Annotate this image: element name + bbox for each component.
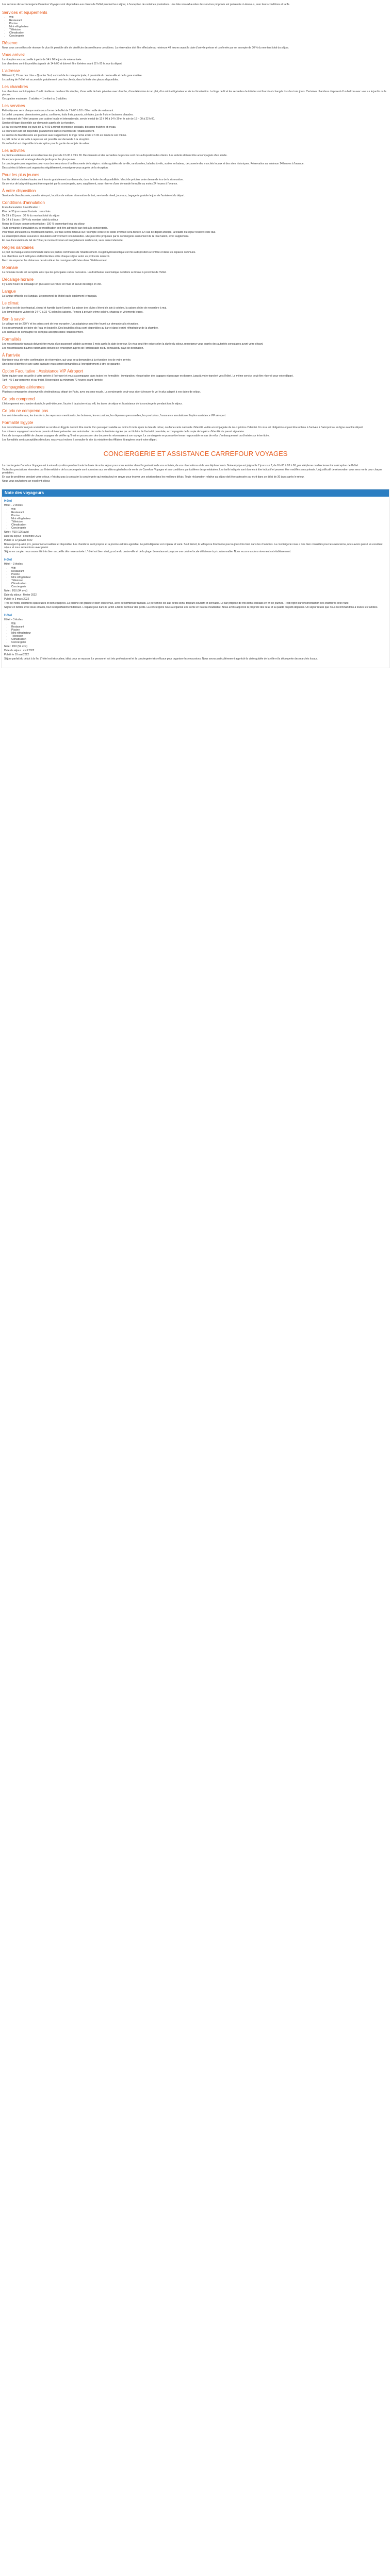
section-title: Les activités (2, 148, 25, 153)
section-title: À l'arrivée (2, 353, 21, 358)
info-section (2, 317, 389, 334)
conditions-paragraph: En cas de problème pendant votre séjour, n'hésitez pas à contacter la conciergerie qui mettra tout en œuvre pour trouver une solution dans les meilleurs délais. Toute réclamation relative au séjour doit être adressée par écrit dans un délai de 30 jours après le retour. (2, 476, 305, 479)
section-paragraph: Merci de respecter les distances de sécurité et les consignes affichées dans l'établissement. (2, 259, 108, 262)
review-paragraph: Publié le 10 mai 2022 (4, 653, 29, 656)
amenity-item: • Mini réfrigérateur (11, 517, 387, 520)
hotel-title: Hôtel (4, 500, 12, 503)
section-paragraph: Le parking de l'hôtel est accessible gratuitement pour les clients, dans la limite des places disponibles. (2, 78, 119, 81)
info-section (2, 10, 389, 38)
section-paragraph: Toute demande d'annulation ou de modification doit être adressée par écrit à la conciergerie. (2, 227, 108, 230)
info-section (2, 84, 389, 100)
section-paragraph: Pour toute annulation ou modification tardive, les frais seront retenus sur l'acompte versé et le solde éventuel sera facturé. En cas de départ anticipé, la totalité du séjour réservé reste due. (2, 231, 216, 234)
section-paragraph: Les chambres sont équipées d'un lit double ou de deux lits simples, d'une salle de bain privative avec douche, d'une télévision écran plat, d'un mini réfrigérateur et de la climatisation. Le linge de lit et les serviettes de toilette sont fournis et changés tous les trois jours. Certaines chambres disposent d'un balcon avec vue sur le jardin ou la piscine. (2, 90, 386, 96)
info-section (2, 53, 389, 65)
section-paragraph: Une pièce d'identité et une carte bancaire vous seront demandées à l'enregistrement à titre de garantie. (2, 363, 121, 366)
section-title: Pour les plus jeunes (2, 173, 40, 177)
info-section (2, 420, 389, 442)
section-paragraph: Service d'étage disponible sur demande auprès de la réception. (2, 122, 75, 125)
section-paragraph: La connexion wifi est disponible gratuitement dans l'ensemble de l'établissement. (2, 130, 95, 133)
list-item: • Climatisation (9, 31, 389, 35)
info-section (2, 189, 389, 197)
notes-body (2, 497, 389, 668)
section-paragraph: Le service de blanchisserie est proposé avec supplément, le linge remis avant 9 h 00 est rendu le soir même. (2, 134, 127, 137)
amenity-item: • Conciergerie (11, 641, 387, 644)
list-item: • Mini réfrigérateur (9, 25, 389, 28)
review-paragraph: Séjour en couple, nous avons été très bien accueillis dès notre arrivée. L'hôtel est bien situé, proche du centre-ville et de la plage. Le restaurant propose une cuisine locale délicieuse à prix raisonnable. Nous recommandons vivement cet établissement. (4, 550, 291, 553)
intro-text: Les services de la conciergerie Carrefour Voyages sont disponibles aux clients de l'hôtel pendant leur séjour, à l'exception de certaines prestations. Une liste non exhaustive des services proposés est présentée ci-dessous, avec leurs conditions et tarifs. (2, 3, 290, 6)
info-section (2, 104, 389, 145)
section-paragraph: Notre équipe vous accueille à votre arrivée à l'aéroport et vous accompagne dans toutes les formalités : immigration, récupération des bagages et passage en douane, jusqu'à votre transfert vers l'hôtel. Le même service peut être réservé pour votre départ. (2, 375, 294, 378)
info-section (2, 289, 389, 298)
section-paragraph: Nous vous conseillons de réserver le plus tôt possible afin de bénéficier des meilleures conditions. La réservation doit être effectuée au minimum 48 heures avant la date d'arrivée prévue et confirmée par un acompte de 30 % du montant total du séjour. (2, 46, 289, 49)
section-title: Monnaie (2, 265, 18, 270)
section-paragraph: De 14 à 8 jours : 50 % du montant total du séjour (2, 218, 58, 222)
amenity-item: • Piscine (11, 629, 387, 632)
amenity-item: • Wifi (11, 622, 387, 625)
section-paragraph: Les températures varient de 24 °C à 32 °C selon les saisons. Pensez à prévoir crème solaire, chapeau et vêtements légers. (2, 311, 143, 314)
section-paragraph: La souscription d'une assurance annulation est vivement recommandée. Elle peut être proposée par la conciergerie au moment de la réservation, avec supplément. (2, 235, 189, 238)
amenity-item: • Conciergerie (11, 585, 387, 588)
info-section (2, 265, 389, 274)
info-section (2, 41, 389, 49)
amenity-item: • Télévision (11, 579, 387, 582)
section-paragraph: La langue officielle est l'anglais. Le personnel de l'hôtel parle également le français. (2, 295, 97, 298)
section-paragraph: Les animaux de compagnie ne sont pas acceptés dans l'établissement. (2, 331, 84, 334)
section-paragraph: Il est recommandé de boire de l'eau en bouteille. Des bouteilles d'eau sont disponibles au bar et dans le mini réfrigérateur de la chambre. (2, 327, 159, 330)
list-item: • Conciergerie (9, 35, 389, 38)
notes-header: Note des voyageurs (2, 489, 389, 497)
amenity-item: • Restaurant (11, 625, 387, 629)
conditions-paragraph: Toutes les prestations réservées par l'intermédiaire de la conciergerie sont soumises aux conditions générales de vente de Carrefour Voyages et aux conditions particulières des prestataires. Les tarifs indiqués sont donnés à titre indicatif et peuvent être modifiés sans préavis. Un justificatif de réservation vous sera remis pour chaque prestation. (2, 468, 382, 474)
amenity-item: • Piscine (11, 514, 387, 517)
list-item: • Restaurant (9, 19, 389, 22)
travellers-notes (2, 489, 389, 668)
section-paragraph: Le bar est ouvert tous les jours de 17 h 00 à minuit et propose cocktails, boissons fraîches et encas. (2, 126, 117, 129)
review-paragraph: Note : 9/10 (52 avis) (4, 645, 28, 648)
section-paragraph: La piscine extérieure est accessible tous les jours de 9 h 00 à 19 h 00. Des transats et des serviettes de piscine sont mis à disposition des clients. Les enfants doivent être accompagnés d'un adulte. (2, 154, 227, 157)
section-paragraph: Plus de 30 jours avant l'arrivée : sans frais (2, 210, 51, 213)
info-section (2, 385, 389, 394)
conditions-paragraph: Nous vous souhaitons un excellent séjour. (2, 480, 51, 483)
info-section (2, 173, 389, 185)
section-title: Le climat (2, 301, 19, 306)
section-paragraph: En cas d'annulation du fait de l'hôtel, le montant versé est intégralement remboursé, sans autre indemnité. (2, 239, 124, 242)
section-paragraph: Le buffet comprend viennoiseries, pains, confitures, fruits frais, yaourts, céréales, jus de fruits et boissons chaudes. (2, 113, 134, 116)
hotel-location: Hôtel – 3 étoiles (4, 563, 23, 566)
section-title: Services et équipements (2, 10, 47, 15)
section-title: Bon à savoir (2, 317, 25, 321)
conditions-paragraph: La conciergerie Carrefour Voyages est à votre disposition pendant toute la durée de votre séjour pour vous assister dans l'organisation de vos activités, de vos réservations et de vos déplacements. Notre équipe est joignable 7 jours sur 7, de 8 h 00 à 20 h 00, par téléphone ou directement à la réception de l'hôtel. (2, 464, 359, 467)
section-paragraph: Un coffre-fort est disponible à la réception pour la garde des objets de valeur. (2, 142, 90, 145)
section-paragraph: Tarif : 45 € par personne et par trajet. Réservation au minimum 72 heures avant l'arrivée. (2, 379, 104, 382)
section-paragraph: Bâtiment 2, 15 rue des Lilas – Quartier Sud, au bord de la route principale, à proximité du centre-ville et de la gare routière. (2, 74, 143, 77)
section-paragraph: L'hébergement en chambre double, le petit-déjeuner, l'accès à la piscine et au wifi, les taxes de séjour et l'assistance de la conciergerie pendant tout le séjour. (2, 402, 183, 405)
hotel-review (4, 500, 387, 553)
amenity-item: • Restaurant (11, 511, 387, 514)
section-title: Formalités (2, 337, 22, 342)
section-paragraph: Le prêt de fer et de table à repasser est possible sur demande à la réception. (2, 138, 90, 141)
section-title: Les services (2, 104, 25, 108)
section-paragraph: Il y a une heure de décalage en plus avec la France en hiver et aucun décalage en été. (2, 283, 102, 286)
section-paragraph: Des soirées à thème sont organisées régulièrement, renseignez-vous auprès de la réception. (2, 166, 109, 170)
hotel-amenities (11, 622, 387, 644)
section-title: Compagnies aériennes (2, 385, 45, 389)
section-paragraph: Le restaurant de l'hôtel propose une cuisine locale et internationale, servie le midi de 12 h 00 à 14 h 30 et le soir de 19 h 00 à 22 h 00. (2, 117, 155, 121)
review-paragraph: Note : 7/10 (126 avis) (4, 531, 29, 534)
amenity-item: • Piscine (11, 573, 387, 576)
hotel-review (4, 614, 387, 660)
hotel-amenities (11, 567, 387, 588)
section-paragraph: Les ressortissants d'autres nationalités doivent se renseigner auprès de l'ambassade ou du consulat du pays de destination. (2, 347, 144, 350)
list-item: • Piscine (9, 22, 389, 25)
amenity-item: • Climatisation (11, 638, 387, 641)
info-section (2, 369, 389, 382)
info-sections (0, 10, 391, 442)
section-title: Langue (2, 289, 16, 294)
review-paragraph: Date du séjour : décembre 2021 (4, 535, 41, 538)
info-section (2, 245, 389, 262)
section-paragraph: Un espace jeux est aménagé dans le jardin pour les plus jeunes. (2, 158, 76, 161)
info-section (2, 337, 389, 350)
amenity-item: • Conciergerie (11, 527, 387, 530)
section-title: Les chambres (2, 84, 28, 89)
section-paragraph: Occupation maximale : 2 adultes + 1 enfant ou 3 adultes. (2, 97, 68, 100)
section-paragraph: Les lits bébé et chaises hautes sont fournis gratuitement sur demande, dans la limite des disponibilités. Merci de préciser votre demande lors de la réservation. (2, 178, 184, 181)
amenity-item: • Wifi (11, 567, 387, 570)
section-paragraph: Les ressortissants français souhaitant se rendre en Égypte doivent être munis d'un passeport valable au moins 6 mois après la date de retour, ou d'une carte nationale d'identité valide accompagnée de deux photos d'identité. Un visa est obligatoire et peut être obtenu à l'arrivée à l'aéroport ou en ligne avant le départ. (2, 426, 364, 429)
section-title: Réserve (2, 41, 18, 45)
section-paragraph: Service de blanchisserie, navette aéroport, location de voiture, réservation de taxi, service de réveil, journaux, bagagerie gratuite le jour de l'arrivée et du départ. (2, 194, 185, 197)
section-paragraph: Moins de 8 jours ou non-présentation : 100 % du montant total du séjour (2, 223, 85, 226)
conditions-title: CONCIERGERIE ET ASSISTANCE CARREFOUR VOYAGES (103, 450, 288, 457)
section-paragraph: Les chambres sont nettoyées et désinfectées entre chaque séjour selon un protocole renforcé. (2, 255, 110, 258)
info-section (2, 353, 389, 366)
section-title: Vous arrivez (2, 53, 25, 57)
section-paragraph: La réception vous accueille à partir de 14 h 00 le jour de votre arrivée. (2, 58, 82, 61)
amenity-item: • Climatisation (11, 582, 387, 585)
section-title: L'adresse (2, 69, 20, 73)
info-section (2, 301, 389, 314)
review-paragraph: Publié le 3 mars 2022 (4, 598, 29, 601)
section-title: Option Facultative : Assistance VIP Aéroport (2, 369, 83, 374)
amenity-item: • Climatisation (11, 523, 387, 527)
review-paragraph: Publié le 12 janvier 2022 (4, 539, 32, 542)
review-paragraph: Date du séjour : avril 2022 (4, 649, 35, 652)
section-paragraph: Les ressortissants français doivent être munis d'un passeport valable au moins 6 mois après la date de retour. Un visa peut être exigé selon la durée du séjour, renseignez-vous auprès des autorités consulaires avant votre départ. (2, 343, 264, 346)
info-section (2, 409, 389, 417)
section-title: Décalage horaire (2, 277, 34, 282)
section-paragraph: Petit-déjeuner servi chaque matin sous forme de buffet de 7 h 00 à 10 h 00 en salle de restaurant. (2, 109, 114, 112)
section-paragraph: Le climat est de type tropical, chaud et humide toute l'année. La saison des pluies s'étend de juin à octobre, la saison sèche de novembre à mai. (2, 307, 167, 310)
section-paragraph: Les chambres sont disponibles à partir de 14 h 00 et doivent être libérées avant 12 h 00 le jour du départ. (2, 62, 123, 65)
section-title: Formalité Egypte (2, 420, 34, 425)
review-paragraph: Très bel hôtel, chambres spacieuses et bien équipées. La piscine est grande et bien entretenue, avec de nombreux transats. Le personnel est aux petits soins, toujours souriant et serviable. Le bar propose de très bons cocktails en fin de journée. Petit regret sur l'insonorisation des chambres côté route. (4, 602, 349, 605)
hotel-location: Hôtel – 3 étoiles (4, 618, 23, 621)
review-paragraph: Bon rapport qualité prix, personnel accueillant et disponible. Les chambres sont propres et la piscine est très agréable. Le petit-déjeuner est copieux et varié. Seul bémol, le wifi qui ne fonctionne pas toujours très bien dans les chambres. La conciergerie nous a très bien conseillés pour les excursions, nous avons passé un excellent séjour et nous reviendrons avec plaisir. (4, 543, 383, 549)
section-title: Règles sanitaires (2, 245, 34, 250)
section-paragraph: De 29 à 15 jours : 30 % du montant total du séjour (2, 214, 60, 217)
page (0, 3, 391, 689)
section-paragraph: La conciergerie peut organiser pour vous des excursions à la découverte de la région : visites guidées de la ville, randonnées, balades à vélo, sorties en bateau, découverte des marchés locaux et des sites historiques. Réservation au minimum 24 heures à l'avance. (2, 162, 304, 165)
list-item: • Wifi (9, 16, 389, 19)
amenity-item: • Wifi (11, 508, 387, 511)
section-paragraph: Les formalités sont susceptibles d'évoluer, nous vous invitons à consulter le site du ministère des Affaires étrangères avant votre départ. (2, 438, 157, 442)
hotel-location: Hôtel – 2 étoiles (4, 504, 23, 507)
section-paragraph: Un service de baby-sitting peut être organisé par la conciergerie, avec supplément, sous réserve d'une demande formulée au moins 24 heures à l'avance. (2, 182, 178, 185)
list-item: • Télévision (9, 28, 389, 31)
info-section (2, 397, 389, 405)
section-paragraph: Le voltage est de 220 V et les prises sont de type européen. Un adaptateur peut être fourni sur demande à la réception. (2, 323, 139, 326)
amenity-item: • Restaurant (11, 570, 387, 573)
section-title: À votre disposition (2, 189, 36, 193)
section-paragraph: Le port du masque est recommandé dans les parties communes de l'établissement. Du gel hydroalcoolique est mis à disposition à l'entrée et dans les espaces communs. (2, 251, 196, 254)
section-paragraph: Les vols internationaux, les transferts, les repas non mentionnés, les boissons, les excursions, les dépenses personnelles, les pourboires, l'assurance annulation et l'option assistance VIP aéroport. (2, 414, 226, 417)
hotel-review (4, 558, 387, 609)
section-paragraph: La monnaie locale est acceptée ainsi que les principales cartes bancaires. Un distributeur automatique de billets se trouve à proximité de l'hôtel. (2, 271, 167, 274)
section-paragraph: Munissez-vous de votre confirmation de réservation, qui vous sera demandée à la réception lors de votre arrivée. (2, 359, 132, 362)
section-list (9, 16, 389, 38)
section-paragraph: Les mineurs voyageant sans leurs parents doivent présenter une autorisation de sortie du territoire signée par un titulaire de l'autorité parentale, accompagnée de la copie de la pièce d'identité du parent signataire. (2, 430, 245, 433)
info-section (2, 69, 389, 81)
section-paragraph: Il est de la responsabilité de chaque voyageur de vérifier qu'il est en possession des documents nécessaires à son voyage. La conciergerie ne pourra être tenue responsable en cas de refus d'embarquement ou d'entrée sur le territoire. (2, 434, 270, 437)
amenity-item: • Mini réfrigérateur (11, 632, 387, 635)
review-paragraph: Séjour parfait du début à la fin. L'hôtel est très calme, idéal pour se reposer. Le personnel est très professionnel et la conciergerie très efficace pour organiser les excursions. Nous avons particulièrement apprécié la visite guidée de la ville et la découverte des marchés locaux. (4, 657, 318, 660)
review-paragraph: Note : 8/10 (94 avis) (4, 589, 28, 592)
amenity-item: • Mini réfrigérateur (11, 576, 387, 579)
section-paragraph: Plusieurs compagnies desservent la destination au départ de Paris, avec ou sans escale. La conciergerie peut vous aider à trouver le vol le plus adapté à vos dates de séjour. (2, 391, 201, 394)
conditions-body (2, 464, 389, 483)
section-title: Ce prix ne comprend pas (2, 409, 48, 413)
amenity-item: • Télévision (11, 520, 387, 523)
amenity-item: • Télévision (11, 635, 387, 638)
review-paragraph: Séjour en famille avec deux enfants, tout s'est parfaitement déroulé. L'espace jeux dans le jardin a fait le bonheur des petits. La conciergerie nous a organisé une sortie en bateau inoubliable. Nous avons apprécié la propreté des lieux et la qualité du petit-déjeuner. Un séjour réussi que nous recommandons à toutes les familles. (4, 606, 378, 609)
info-section (2, 148, 389, 170)
hotel-title: Hôtel (4, 558, 12, 562)
section-title: Ce prix comprend (2, 397, 35, 401)
hotel-amenities (11, 508, 387, 530)
info-section (2, 200, 389, 242)
hotel-title: Hôtel (4, 614, 12, 617)
section-title: Conditions d'annulation (2, 200, 45, 205)
review-paragraph: Date du séjour : février 2022 (4, 594, 37, 597)
section-paragraph: Frais d'annulation / modification : (2, 206, 40, 209)
info-section (2, 277, 389, 286)
